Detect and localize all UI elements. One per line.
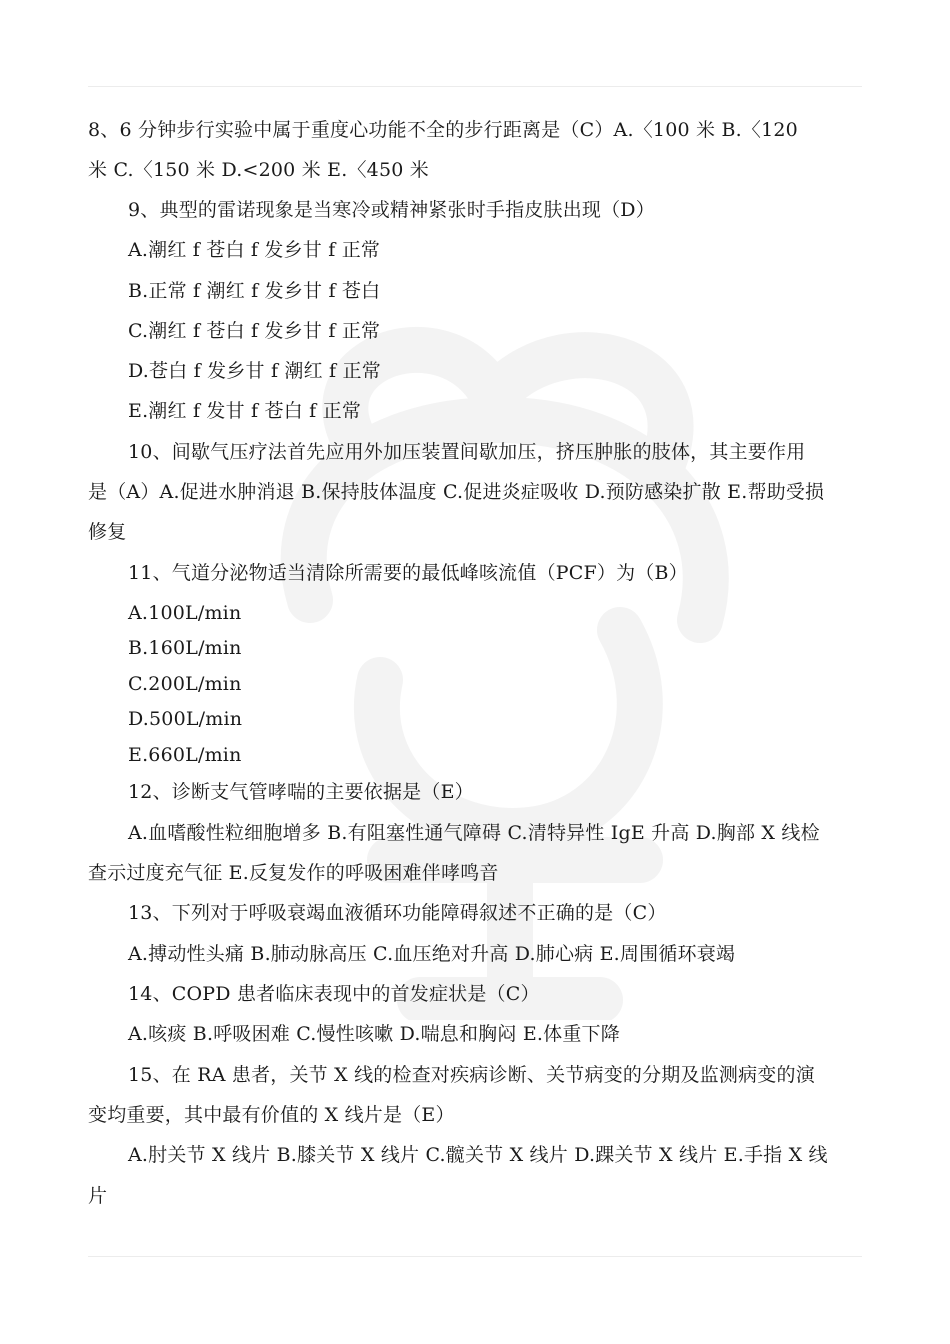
text-line: 查示过度充气征 E.反复发作的呼吸困难伴哮鸣音 <box>88 862 499 884</box>
text-line: A.咳痰 B.呼吸困难 C.慢性咳嗽 D.喘息和胸闷 E.体重下降 <box>128 1023 620 1045</box>
text-line: 8、6 分钟步行实验中属于重度心功能不全的步行距离是（C）A.〈100 米 B.〈120 <box>88 119 798 141</box>
text-line: 11、气道分泌物适当清除所需要的最低峰咳流值（PCF）为（B） <box>128 562 688 584</box>
text-line: A.肘关节 X 线片 B.膝关节 X 线片 C.髋关节 X 线片 D.踝关节 X 线片 E.手指 X 线 <box>128 1144 828 1166</box>
text-line: E.潮红 f 发甘 f 苍白 f 正常 <box>128 400 362 422</box>
text-line: 13、下列对于呼吸衰竭血液循环功能障碍叙述不正确的是（C） <box>128 902 667 924</box>
footer-rule <box>88 1256 862 1257</box>
text-line: 变均重要，其中最有价值的 X 线片是（E） <box>88 1104 455 1126</box>
text-line: B.160L/min <box>128 637 242 659</box>
header-rule <box>88 86 862 87</box>
text-line: E.660L/min <box>128 744 242 766</box>
text-line: A.搏动性头痛 B.肺动脉高压 C.血压绝对升高 D.肺心病 E.周围循环衰竭 <box>128 943 736 965</box>
text-line: 15、在 RA 患者，关节 X 线的检查对疾病诊断、关节病变的分期及监测病变的演 <box>128 1064 815 1086</box>
text-line: D.500L/min <box>128 708 243 730</box>
text-line: 修复 <box>88 521 127 543</box>
text-line: 14、COPD 患者临床表现中的首发症状是（C） <box>128 983 540 1005</box>
text-line: 12、诊断支气管哮喘的主要依据是（E） <box>128 781 474 803</box>
text-line: C.潮红 f 苍白 f 发乡甘 f 正常 <box>128 320 381 342</box>
text-line: C.200L/min <box>128 673 242 695</box>
text-line: 10、间歇气压疗法首先应用外加压装置间歇加压，挤压肿胀的肢体，其主要作用 <box>128 441 806 463</box>
text-line: 片 <box>88 1185 108 1207</box>
text-line: 9、典型的雷诺现象是当寒冷或精神紧张时手指皮肤出现（D） <box>128 199 655 221</box>
text-line: 是（A）A.促进水肿消退 B.保持肢体温度 C.促进炎症吸收 D.预防感染扩散 E.帮助受损 <box>88 481 825 503</box>
text-line: A.潮红 f 苍白 f 发乡甘 f 正常 <box>128 239 381 261</box>
text-line: B.正常 f 潮红 f 发乡甘 f 苍白 <box>128 280 381 302</box>
text-line: 米 C.〈150 米 D.<200 米 E.〈450 米 <box>88 159 429 181</box>
text-line: D.苍白 f 发乡甘 f 潮红 f 正常 <box>128 360 381 382</box>
text-line: A.100L/min <box>128 602 242 624</box>
text-line: A.血嗜酸性粒细胞增多 B.有阻塞性通气障碍 C.清特异性 IgE 升高 D.胸部 X 线检 <box>128 822 820 844</box>
